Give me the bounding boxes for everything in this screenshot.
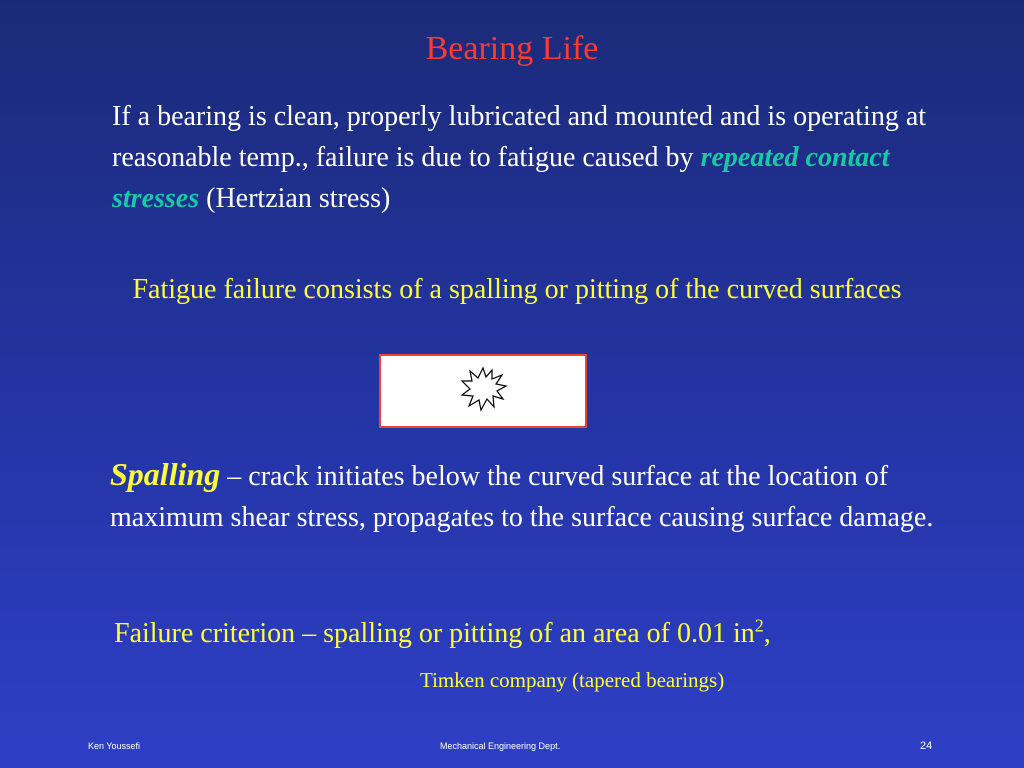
spall-burst-icon bbox=[459, 366, 509, 414]
intro-text: If a bearing is clean, properly lubricated and mounted and is operating at reasonable temp., failure is due to fatigue caused by bbox=[112, 101, 927, 173]
intro-emphasis: repeated contact stresses bbox=[112, 142, 890, 214]
footer-author: Ken Youssefi bbox=[88, 741, 141, 751]
spalling-term: Spalling bbox=[110, 456, 221, 492]
criterion-trailing: , bbox=[763, 618, 771, 649]
slide-title: Bearing Life bbox=[425, 30, 599, 67]
intro-text-after: (Hertzian stress) bbox=[199, 183, 391, 214]
footer-page-number: 24 bbox=[920, 740, 933, 752]
intro-paragraph bbox=[112, 96, 972, 219]
footer-department: Mechanical Engineering Dept. bbox=[440, 741, 561, 751]
criterion-superscript: 2 bbox=[754, 615, 764, 636]
fatigue-statement: Fatigue failure consists of a spalling or pitting of the curved surfaces bbox=[132, 274, 902, 305]
failure-criterion bbox=[114, 615, 994, 650]
spalling-paragraph bbox=[110, 454, 980, 538]
spall-figure bbox=[379, 354, 587, 428]
criterion-text: Failure criterion – spalling or pitting of an area of 0.01 in bbox=[114, 618, 755, 649]
spalling-definition: – crack initiates below the curved surface at the location of maximum shear stress, propagates to the surface causing surface damage. bbox=[110, 461, 934, 533]
source-note: Timken company (tapered bearings) bbox=[420, 668, 725, 692]
